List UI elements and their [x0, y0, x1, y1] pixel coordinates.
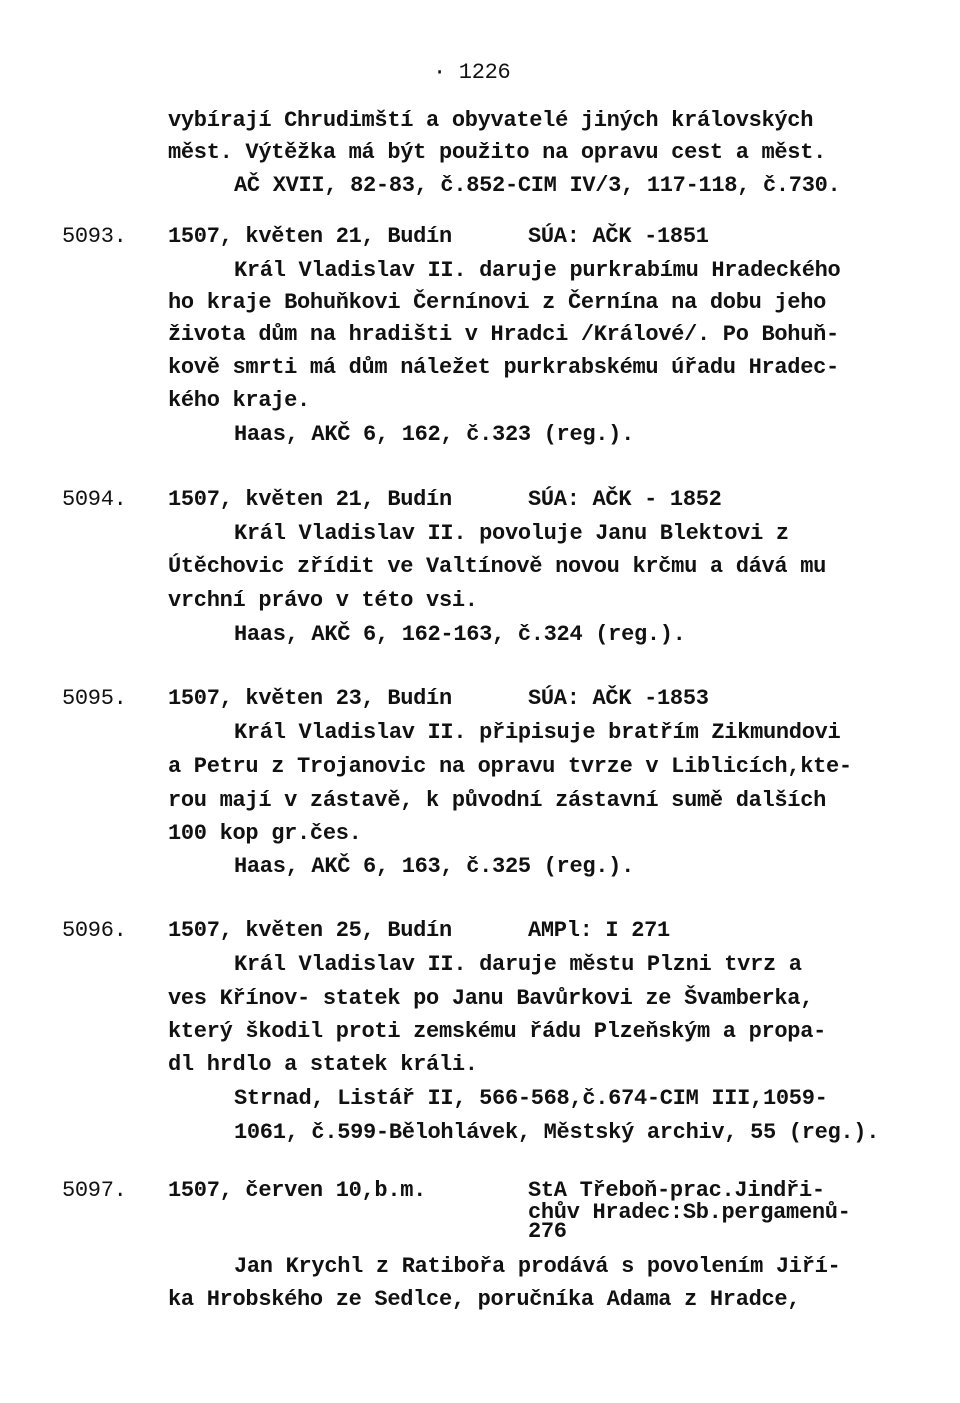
entry-reference: Strnad, Listář II, 566-568,č.674-CIM III,1059-	[234, 1086, 828, 1111]
entry-archive-cont: chův Hradec:Sb.pergamenů-	[528, 1200, 851, 1225]
entry-date: 1507, květen 21, Budín	[168, 224, 452, 249]
entry-text-line: který škodil proti zemskému řádu Plzeňským a propa-	[168, 1019, 827, 1044]
entry-text-line: 100 kop gr.čes.	[168, 821, 362, 846]
entry-archive: StA Třeboň-prac.Jindři-	[528, 1178, 825, 1203]
intro-reference: AČ XVII, 82-83, č.852-CIM IV/3, 117-118, č.730.	[234, 173, 841, 198]
entry-reference: Haas, AKČ 6, 162-163, č.324 (reg.).	[234, 622, 686, 647]
entry-number: 5094.	[62, 487, 127, 512]
entry-date: 1507, květen 21, Budín	[168, 487, 452, 512]
entry-archive: SÚA: AČK -1853	[528, 686, 709, 711]
entry-text-line: ves Křínov- statek po Janu Bavůrkovi ze Švamberka,	[168, 986, 814, 1011]
entry-number: 5093.	[62, 224, 127, 249]
entry-archive: SÚA: AČK - 1852	[528, 487, 722, 512]
entry-text-line: kého kraje.	[168, 388, 310, 413]
entry-date: 1507, červen 10,b.m.	[168, 1178, 427, 1203]
entry-reference: 1061, č.599-Bělohlávek, Městský archiv, 55 (reg.).	[234, 1120, 880, 1145]
entry-text-line: Král Vladislav II. daruje městu Plzni tvrz a	[234, 952, 802, 977]
entry-number: 5096.	[62, 918, 127, 943]
entry-reference: Haas, AKČ 6, 163, č.325 (reg.).	[234, 854, 634, 879]
page-number: · 1226	[433, 60, 511, 85]
entry-text-line: vrchní právo v této vsi.	[168, 588, 478, 613]
entry-text-line: Jan Krychl z Ratibořa prodává s povolením Jiří-	[234, 1254, 841, 1279]
entry-text-line: dl hrdlo a statek králi.	[168, 1052, 478, 1077]
entry-date: 1507, květen 25, Budín	[168, 918, 452, 943]
entry-number: 5095.	[62, 686, 127, 711]
entry-archive-cont: 276	[528, 1219, 567, 1244]
entry-reference: Haas, AKČ 6, 162, č.323 (reg.).	[234, 422, 634, 447]
entry-archive: SÚA: AČK -1851	[528, 224, 709, 249]
entry-text-line: kově smrti má dům náležet purkrabskému úřadu Hradec-	[168, 355, 839, 380]
entry-number: 5097.	[62, 1178, 127, 1203]
entry-text-line: a Petru z Trojanovic na opravu tvrze v Liblicích,kte-	[168, 754, 852, 779]
entry-text-line: Král Vladislav II. povoluje Janu Blektovi z	[234, 521, 789, 546]
entry-text-line: ho kraje Bohuňkovi Černínovi z Černína na dobu jeho	[168, 290, 827, 315]
entry-archive: AMPl: I 271	[528, 918, 670, 943]
entry-text-line: rou mají v zástavě, k původní zástavní sumě dalších	[168, 788, 827, 813]
intro-line: měst. Výtěžka má být použito na opravu cest a měst.	[168, 140, 827, 165]
entry-text-line: Král Vladislav II. připisuje bratřím Zikmundovi	[234, 720, 841, 745]
entry-text-line: ka Hrobského ze Sedlce, poručníka Adama z Hradce,	[168, 1287, 801, 1312]
entry-text-line: Král Vladislav II. daruje purkrabímu Hradeckého	[234, 258, 841, 283]
entry-text-line: života dům na hradišti v Hradci /Králové/. Po Bohuň-	[168, 322, 839, 347]
entry-date: 1507, květen 23, Budín	[168, 686, 452, 711]
intro-line: vybírají Chrudimští a obyvatelé jiných královských	[168, 108, 814, 133]
entry-text-line: Útěchovic zřídit ve Valtínově novou krčmu a dává mu	[168, 554, 827, 579]
